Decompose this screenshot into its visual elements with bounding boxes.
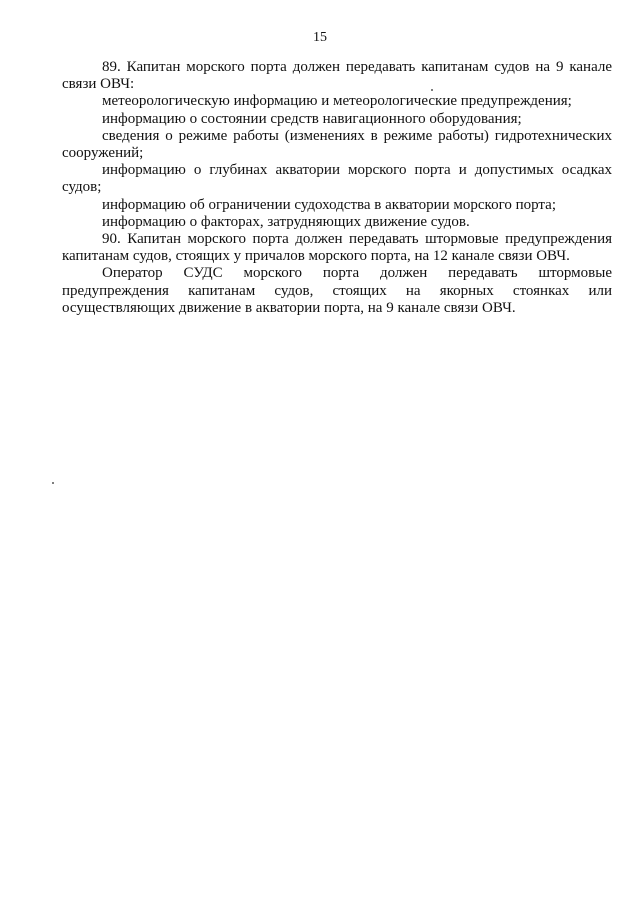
list-item-restrictions: информацию об ограничении судоходства в акватории морского порта;	[102, 196, 556, 213]
paragraph-89: 89. Капитан морского порта должен передавать капитанам судов на 9 канале связи ОВЧ:	[62, 59, 612, 93]
page-number: 15	[313, 30, 327, 45]
scan-speck	[431, 89, 433, 91]
paragraph-90: 90. Капитан морского порта должен передавать штормовые предупреждения капитанам судов, стоящих у причалов морского порта, на 12 канале связи ОВЧ.	[62, 231, 612, 265]
paragraph-operator: Оператор СУДС морского порта должен передавать штормовые предупреждения капитанам судов, стоящих на якорных стоянках или осуществляющих движение в акватории порта, на 9 канале связи ОВЧ.	[62, 265, 612, 316]
scan-speck	[52, 482, 54, 484]
list-item-meteo: метеорологическую информацию и метеорологические предупреждения;	[102, 93, 572, 110]
list-item-navigation: информацию о состоянии средств навигационного оборудования;	[102, 110, 522, 127]
list-item-depths: информацию о глубинах акватории морского порта и допустимых осадках судов;	[62, 162, 612, 196]
list-item-hydro: сведения о режиме работы (изменениях в режиме работы) гидротехнических сооружений;	[62, 127, 612, 162]
document-body	[62, 59, 612, 317]
list-item-factors: информацию о факторах, затрудняющих движение судов.	[102, 213, 470, 230]
